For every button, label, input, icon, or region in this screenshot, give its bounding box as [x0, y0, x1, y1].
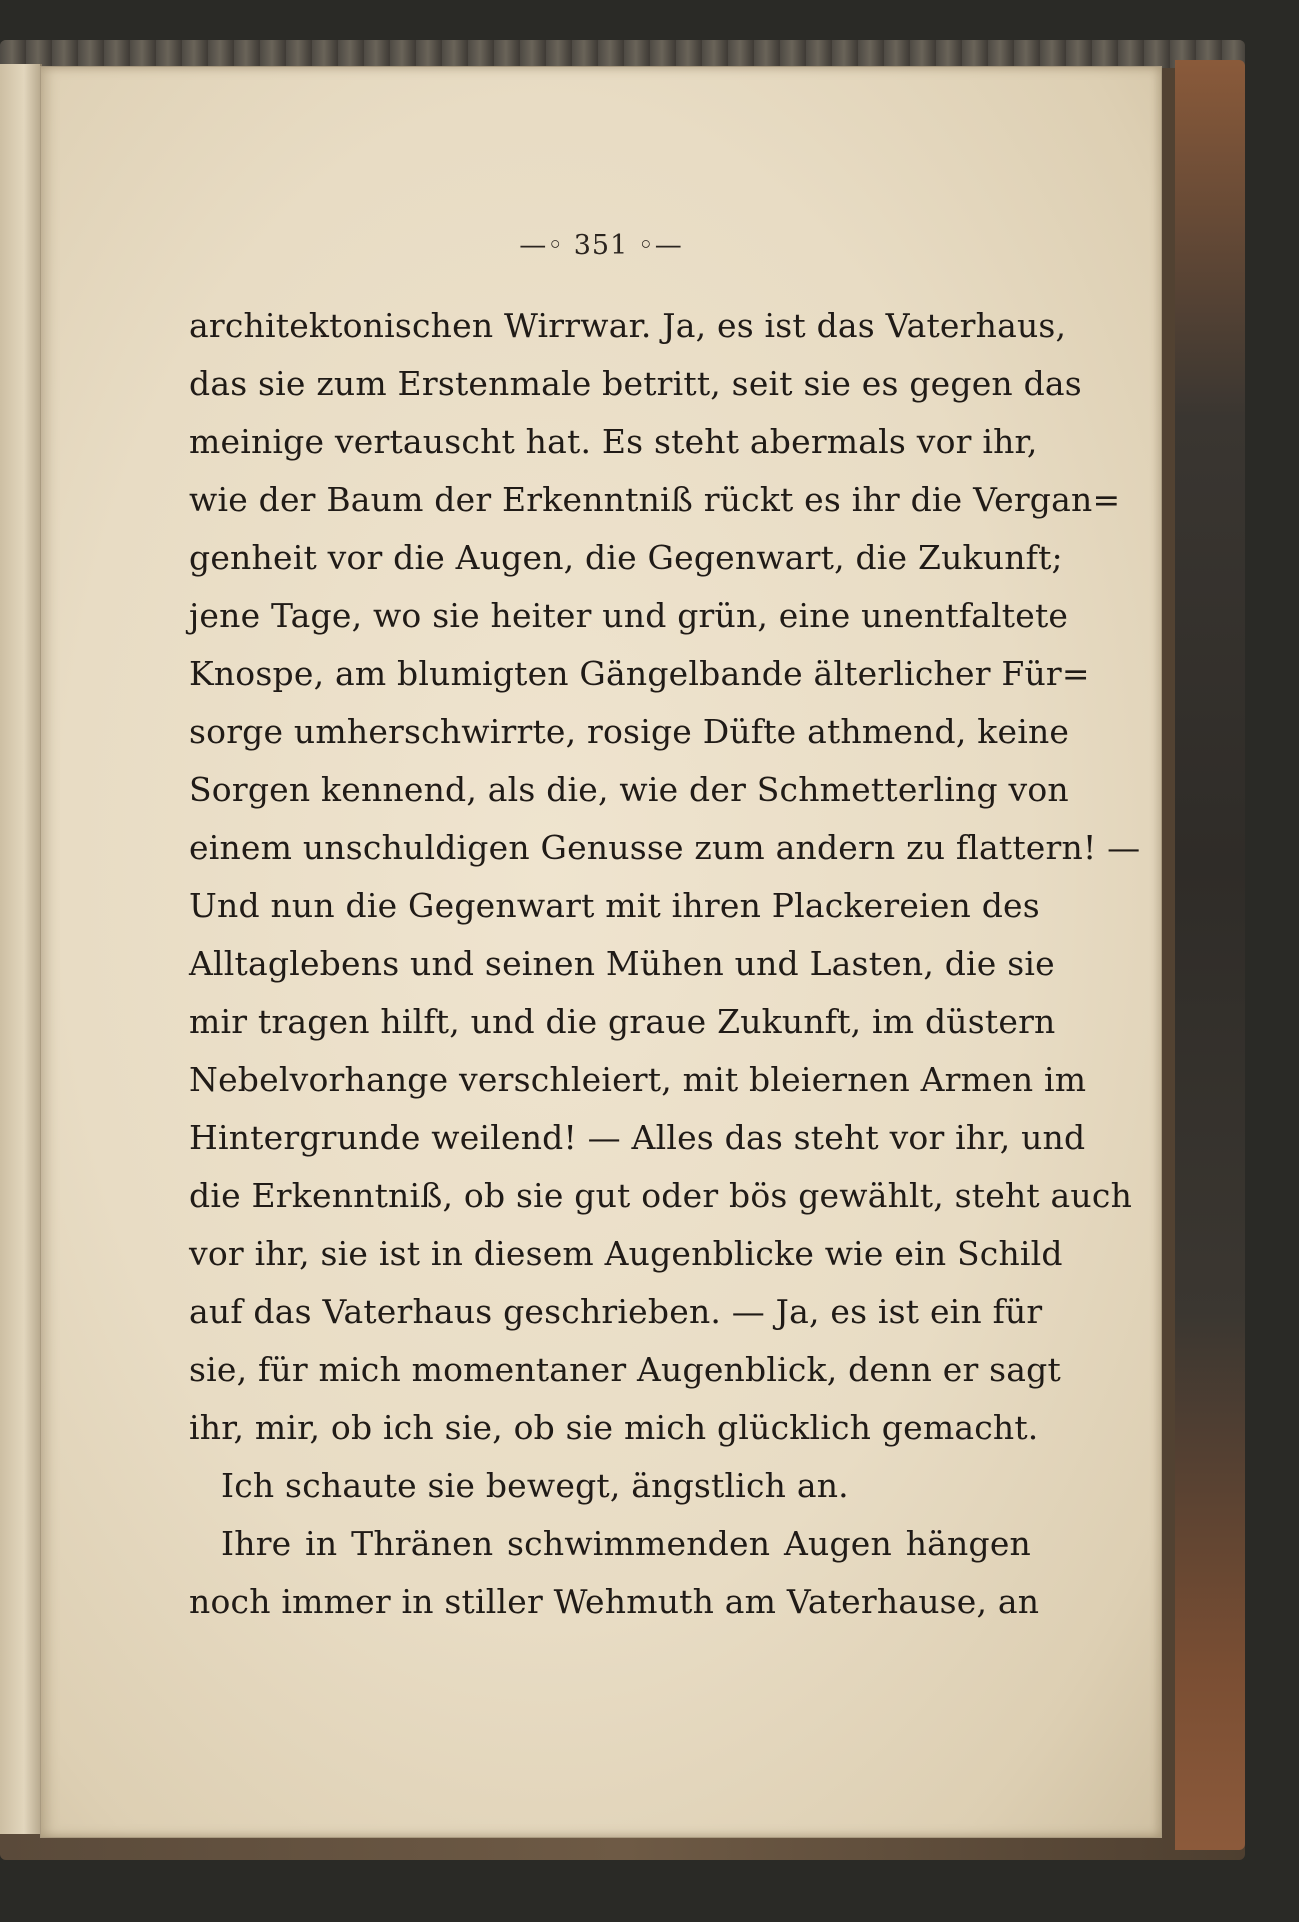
text-line: die Erkenntniß, ob sie gut oder bös gewählt, steht auch: [189, 1176, 1133, 1215]
text-line: genheit vor die Augen, die Gegenwart, die Zukunft;: [189, 538, 1063, 577]
text-line: sie, für mich momentaner Augenblick, denn er sagt: [189, 1350, 1061, 1389]
text-line: Und nun die Gegenwart mit ihren Plackereien des: [189, 886, 1040, 925]
text-line: Sorgen kennend, als die, wie der Schmetterling von: [189, 770, 1069, 809]
text-line: mir tragen hilft, und die graue Zukunft, im düstern: [189, 1002, 1056, 1041]
text-line: das sie zum Erstenmale betritt, seit sie es gegen das: [189, 364, 1082, 403]
text-line: Hintergrunde weilend! — Alles das steht vor ihr, und: [189, 1118, 1086, 1157]
text-line: meinige vertauscht hat. Es steht abermals vor ihr,: [189, 422, 1038, 461]
text-line: wie der Baum der Erkenntniß rückt es ihr die Vergan=: [189, 480, 1121, 519]
previous-page-edge: [0, 64, 42, 1834]
text-line: noch immer in stiller Wehmuth am Vaterhause, an: [189, 1582, 1040, 1621]
text-line: vor ihr, sie ist in diesem Augenblicke wie ein Schild: [189, 1234, 1063, 1273]
text-line: Knospe, am blumigten Gängelbande älterlicher Für=: [189, 654, 1090, 693]
text-line: sorge umherschwirrte, rosige Düfte athmend, keine: [189, 712, 1070, 751]
text-line: ihr, mir, ob ich sie, ob sie mich glücklich gemacht.: [189, 1408, 1039, 1447]
text-line: jene Tage, wo sie heiter und grün, eine unentfaltete: [189, 596, 1069, 635]
book-spine-edge: [1175, 60, 1245, 1850]
text-line: Ihre in Thränen schwimmenden Augen hängen: [221, 1524, 1031, 1563]
page-number: —◦ 351 ◦—: [519, 230, 683, 261]
text-line: Ich schaute sie bewegt, ängstlich an.: [221, 1466, 849, 1505]
book-page: [40, 66, 1162, 1838]
text-line: einem unschuldigen Genusse zum andern zu flattern! —: [189, 828, 1141, 867]
text-line: auf das Vaterhaus geschrieben. — Ja, es ist ein für: [189, 1292, 1043, 1331]
text-line: architektonischen Wirrwar. Ja, es ist das Vaterhaus,: [189, 306, 1067, 345]
book-cover-top-edge: [0, 40, 1245, 68]
page-body-text: [189, 297, 1141, 1631]
text-line: Alltaglebens und seinen Mühen und Lasten, die sie: [189, 944, 1055, 983]
text-line: Nebelvorhange verschleiert, mit bleiernen Armen im: [189, 1060, 1087, 1099]
